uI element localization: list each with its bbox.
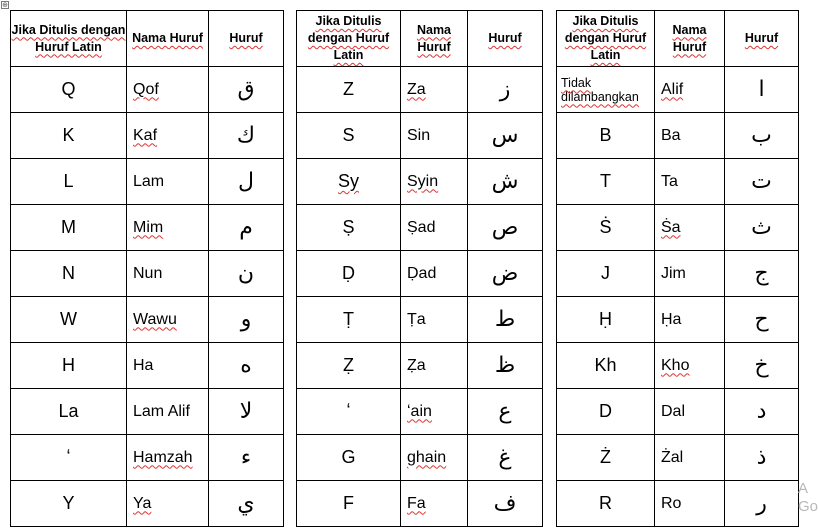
header-name: Nama Huruf	[401, 11, 468, 67]
name-cell: Za	[401, 67, 468, 113]
table-header-row	[297, 11, 543, 67]
arabic-cell: خ	[725, 343, 799, 389]
transliteration-table-1	[10, 10, 284, 527]
table-row	[557, 205, 799, 251]
name-cell: Sin	[401, 113, 468, 159]
header-arabic: Huruf	[209, 11, 284, 67]
table-row	[11, 297, 284, 343]
header-arabic: Huruf	[725, 11, 799, 67]
arabic-cell: ا	[725, 67, 799, 113]
arabic-cell: ي	[209, 481, 284, 527]
name-cell: Syin	[401, 159, 468, 205]
latin-cell: W	[11, 297, 127, 343]
arabic-cell: ت	[725, 159, 799, 205]
transliteration-table-2	[296, 10, 543, 527]
arabic-cell: ر	[725, 481, 799, 527]
name-cell: Jim	[655, 251, 725, 297]
header-latin: Jika Ditulis dengan Huruf Latin	[557, 11, 655, 67]
name-cell: Lam Alif	[127, 389, 209, 435]
table-row	[297, 159, 543, 205]
table-row	[11, 205, 284, 251]
latin-cell: Sy	[297, 159, 401, 205]
name-cell: Żal	[655, 435, 725, 481]
table-row	[297, 297, 543, 343]
arabic-cell: غ	[468, 435, 543, 481]
arabic-cell: ض	[468, 251, 543, 297]
latin-cell: R	[557, 481, 655, 527]
name-cell: Qof	[127, 67, 209, 113]
arabic-cell: ب	[725, 113, 799, 159]
table-row	[557, 67, 799, 113]
arabic-cell: ف	[468, 481, 543, 527]
latin-cell: Y	[11, 481, 127, 527]
arabic-cell: ظ	[468, 343, 543, 389]
name-cell: Ḍad	[401, 251, 468, 297]
latin-cell: F	[297, 481, 401, 527]
name-cell: Hamzah	[127, 435, 209, 481]
table-row	[557, 297, 799, 343]
latin-cell: T	[557, 159, 655, 205]
latin-cell: B	[557, 113, 655, 159]
name-cell: Lam	[127, 159, 209, 205]
table-row	[297, 343, 543, 389]
latin-cell: La	[11, 389, 127, 435]
name-cell: Nun	[127, 251, 209, 297]
table-row	[11, 159, 284, 205]
cropped-text-line: Go	[798, 498, 818, 515]
name-cell: Dal	[655, 389, 725, 435]
name-cell: ʻain	[401, 389, 468, 435]
arabic-cell: ح	[725, 297, 799, 343]
latin-cell: ʻ	[11, 435, 127, 481]
latin-cell: Z	[297, 67, 401, 113]
table-row	[297, 389, 543, 435]
latin-cell: Ẓ	[297, 343, 401, 389]
table-row	[297, 435, 543, 481]
latin-cell: N	[11, 251, 127, 297]
name-cell: Kho	[655, 343, 725, 389]
table-row	[11, 389, 284, 435]
latin-cell: Kh	[557, 343, 655, 389]
cropped-side-text	[798, 480, 818, 516]
arabic-cell: د	[725, 389, 799, 435]
arabic-cell: ء	[209, 435, 284, 481]
latin-cell: Ṣ	[297, 205, 401, 251]
arabic-cell: س	[468, 113, 543, 159]
header-name: Nama Huruf	[655, 11, 725, 67]
table-row	[297, 205, 543, 251]
arabic-cell: ك	[209, 113, 284, 159]
arabic-cell: ز	[468, 67, 543, 113]
arabic-cell: ه	[209, 343, 284, 389]
name-cell: Ba	[655, 113, 725, 159]
table-row	[557, 159, 799, 205]
table-move-handle[interactable]: ⊕	[2, 2, 8, 9]
name-cell: Ṡa	[655, 205, 725, 251]
table-row	[11, 251, 284, 297]
table-row	[557, 251, 799, 297]
latin-cell: Ż	[557, 435, 655, 481]
transliteration-table-3	[556, 10, 799, 527]
name-cell: Kaf	[127, 113, 209, 159]
arabic-cell: ط	[468, 297, 543, 343]
arabic-cell: ق	[209, 67, 284, 113]
header-latin: Jika Ditulis dengan Huruf Latin	[297, 11, 401, 67]
table-row	[557, 389, 799, 435]
latin-cell: ʻ	[297, 389, 401, 435]
table-row	[297, 113, 543, 159]
table-row	[11, 435, 284, 481]
arabic-cell: ث	[725, 205, 799, 251]
table-row	[11, 481, 284, 527]
latin-cell: Ṡ	[557, 205, 655, 251]
name-cell: Ya	[127, 481, 209, 527]
latin-cell: D	[557, 389, 655, 435]
table-row	[557, 343, 799, 389]
table-row	[11, 343, 284, 389]
table-row	[557, 481, 799, 527]
latin-cell: Ḥ	[557, 297, 655, 343]
arabic-cell: ع	[468, 389, 543, 435]
latin-cell: Tidak dilambangkan	[557, 67, 655, 113]
table-row	[297, 481, 543, 527]
latin-cell: K	[11, 113, 127, 159]
arabic-cell: ص	[468, 205, 543, 251]
table-row	[557, 113, 799, 159]
name-cell: Fa	[401, 481, 468, 527]
table-header-row	[557, 11, 799, 67]
name-cell: Ro	[655, 481, 725, 527]
arabic-cell: ش	[468, 159, 543, 205]
arabic-cell: و	[209, 297, 284, 343]
table-row	[11, 113, 284, 159]
latin-cell: G	[297, 435, 401, 481]
name-cell: Ṭa	[401, 297, 468, 343]
latin-cell: J	[557, 251, 655, 297]
header-latin: Jika Ditulis dengan Huruf Latin	[11, 11, 127, 67]
header-arabic: Huruf	[468, 11, 543, 67]
arabic-cell: لا	[209, 389, 284, 435]
name-cell: Ḥa	[655, 297, 725, 343]
table-row	[297, 67, 543, 113]
table-row	[11, 67, 284, 113]
latin-cell: Ṭ	[297, 297, 401, 343]
latin-cell: L	[11, 159, 127, 205]
name-cell: Wawu	[127, 297, 209, 343]
latin-cell: Q	[11, 67, 127, 113]
arabic-cell: ل	[209, 159, 284, 205]
arabic-cell: ذ	[725, 435, 799, 481]
arabic-cell: ن	[209, 251, 284, 297]
table-header-row	[11, 11, 284, 67]
name-cell: Ha	[127, 343, 209, 389]
name-cell: Ta	[655, 159, 725, 205]
arabic-cell: ج	[725, 251, 799, 297]
latin-cell: S	[297, 113, 401, 159]
arabic-cell: م	[209, 205, 284, 251]
table-row	[557, 435, 799, 481]
name-cell: Alif	[655, 67, 725, 113]
name-cell: Mim	[127, 205, 209, 251]
table-row	[297, 251, 543, 297]
latin-cell: Ḍ	[297, 251, 401, 297]
name-cell: Ẓa	[401, 343, 468, 389]
name-cell: Ṣad	[401, 205, 468, 251]
header-name: Nama Huruf	[127, 11, 209, 67]
name-cell: ghain	[401, 435, 468, 481]
cropped-text-line: A	[798, 480, 809, 497]
latin-cell: H	[11, 343, 127, 389]
latin-cell: M	[11, 205, 127, 251]
